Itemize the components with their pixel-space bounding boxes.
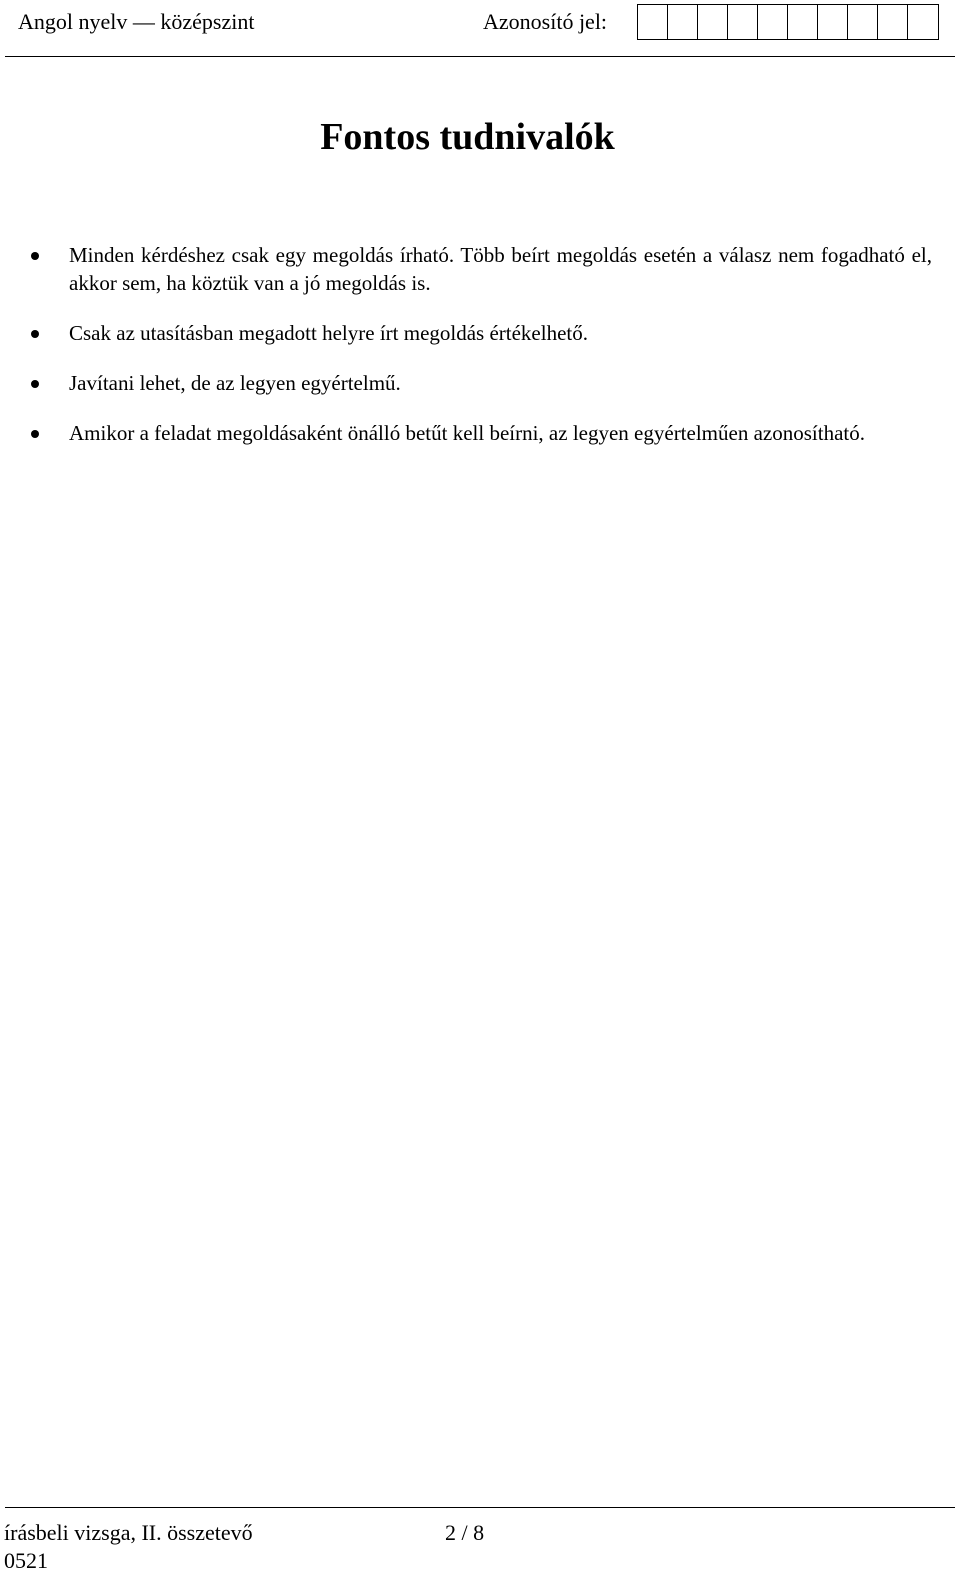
id-code-box (878, 5, 908, 39)
id-code-box (728, 5, 758, 39)
notice-item (0, 369, 960, 397)
notice-list (0, 241, 960, 469)
footer-exam-part: írásbeli vizsga, II. összetevő (4, 1520, 253, 1545)
notice-text: Javítani lehet, de az legyen egyértelmű. (69, 371, 401, 395)
header-subject-title: Angol nyelv — középszint (18, 9, 255, 34)
notice-text: Amikor a feladat megoldásaként önálló betűt kell beírni, az legyen egyértelműen azonosítható. (69, 421, 865, 445)
bullet-icon (31, 380, 39, 388)
footer-divider (5, 1507, 955, 1508)
bullet-icon (31, 330, 39, 338)
notice-item (0, 241, 960, 297)
id-code-box (638, 5, 668, 39)
bullet-icon (31, 252, 39, 260)
footer-exam-code: 0521 (4, 1548, 48, 1573)
page-title: Fontos tudnivalók (320, 116, 615, 158)
notice-item (0, 319, 960, 347)
id-code-box (818, 5, 848, 39)
id-code-box (788, 5, 818, 39)
footer-page-number: 2 / 8 (445, 1520, 485, 1545)
notice-item (0, 419, 960, 447)
notice-text: Minden kérdéshez csak egy megoldás írható. Több beírt megoldás esetén a válasz nem fogadható el, akkor sem, ha köztük van a jó megoldás is. (69, 243, 932, 295)
id-code-box (758, 5, 788, 39)
id-code-box (668, 5, 698, 39)
header-divider (5, 56, 955, 57)
header-id-label: Azonosító jel: (483, 9, 608, 34)
id-code-box (848, 5, 878, 39)
bullet-icon (31, 430, 39, 438)
id-code-box (698, 5, 728, 39)
id-code-boxes (637, 4, 939, 40)
notice-text: Csak az utasításban megadott helyre írt megoldás értékelhető. (69, 321, 588, 345)
id-code-box (908, 5, 938, 39)
